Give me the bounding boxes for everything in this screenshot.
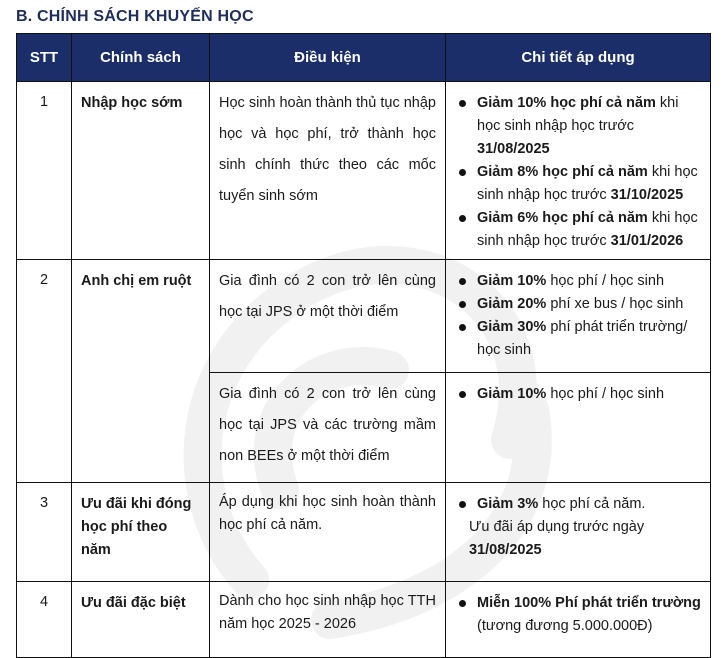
header-policy: Chính sách	[72, 34, 210, 82]
detail-item	[477, 293, 701, 316]
row-condition: Gia đình có 2 con trở lên cùng học tại JPS ở một thời điểm	[210, 260, 446, 373]
detail-date: 31/10/2025	[610, 187, 684, 203]
detail-bold: Miễn 100% Phí phát triển trường	[477, 595, 701, 611]
detail-text: (tương đương 5.000.000Đ)	[477, 618, 653, 634]
row-policy: Ưu đãi khi đóng học phí theo năm	[72, 483, 210, 582]
row-condition: Dành cho học sinh nhập học TTH năm học 2025 - 2026	[210, 582, 446, 658]
row-stt: 2	[17, 260, 72, 483]
detail-bold: Giảm 3%	[477, 496, 539, 512]
row-details	[446, 260, 711, 373]
detail-text: khi học sinh nhập học trước	[477, 95, 679, 134]
row-stt: 1	[17, 82, 72, 260]
row-policy: Nhập học sớm	[72, 82, 210, 260]
table-row	[17, 260, 711, 373]
header-details: Chi tiết áp dụng	[446, 34, 711, 82]
detail-item	[477, 493, 701, 516]
table-row	[17, 82, 711, 260]
detail-bold: Giảm 10% học phí cả năm	[477, 95, 656, 111]
row-details	[446, 483, 711, 582]
detail-item	[477, 270, 701, 293]
row-details	[446, 582, 711, 658]
detail-bold: Giảm 30%	[477, 319, 547, 335]
detail-date: 31/01/2026	[610, 233, 684, 249]
detail-text: phí phát triển trường/ học sinh	[477, 319, 688, 358]
detail-text: phí xe bus / học sinh	[546, 296, 684, 312]
detail-text: học phí / học sinh	[546, 273, 665, 289]
detail-date: 31/08/2025	[477, 141, 550, 157]
header-condition: Điều kiện	[210, 34, 446, 82]
row-details	[446, 82, 711, 260]
header-stt: STT	[17, 34, 72, 82]
detail-item	[477, 316, 701, 362]
row-policy: Anh chị em ruột	[72, 260, 210, 483]
detail-item	[477, 161, 701, 207]
detail-item	[477, 92, 701, 161]
row-condition: Học sinh hoàn thành thủ tục nhập học và học phí, trở thành học sinh chính thức theo các mốc tuyển sinh sớm	[210, 82, 446, 260]
row-condition: Áp dụng khi học sinh hoàn thành học phí cả năm.	[210, 483, 446, 582]
section-title: B. CHÍNH SÁCH KHUYẾN HỌC	[16, 8, 254, 25]
detail-note-date-line	[455, 539, 701, 562]
row-stt: 4	[17, 582, 72, 658]
detail-item	[477, 592, 701, 638]
detail-bold: Giảm 20%	[477, 296, 547, 312]
row-policy: Ưu đãi đặc biệt	[72, 582, 210, 658]
detail-item	[477, 383, 701, 406]
table-row	[17, 582, 711, 658]
detail-text: khi học sinh nhập học trước	[477, 164, 698, 203]
scholarship-policy-table	[16, 33, 711, 658]
detail-bold: Giảm 8% học phí cả năm	[477, 164, 648, 180]
detail-text: học phí / học sinh	[546, 386, 665, 402]
detail-text: học phí cả năm.	[538, 496, 646, 512]
detail-note: Ưu đãi áp dụng trước ngày	[469, 519, 645, 535]
detail-bold: Giảm 6% học phí cả năm	[477, 210, 648, 226]
row-condition: Gia đình có 2 con trở lên cùng học tại JPS và các trường mầm non BEEs ở một thời điểm	[210, 373, 446, 483]
table-row	[17, 483, 711, 582]
row-details	[446, 373, 711, 483]
detail-note-date: 31/08/2025	[469, 542, 542, 558]
row-stt: 3	[17, 483, 72, 582]
detail-item	[477, 207, 701, 253]
detail-text: khi học sinh nhập học trước	[477, 210, 698, 249]
table-header-row	[17, 34, 711, 82]
detail-bold: Giảm 10%	[477, 386, 547, 402]
detail-bold: Giảm 10%	[477, 273, 547, 289]
